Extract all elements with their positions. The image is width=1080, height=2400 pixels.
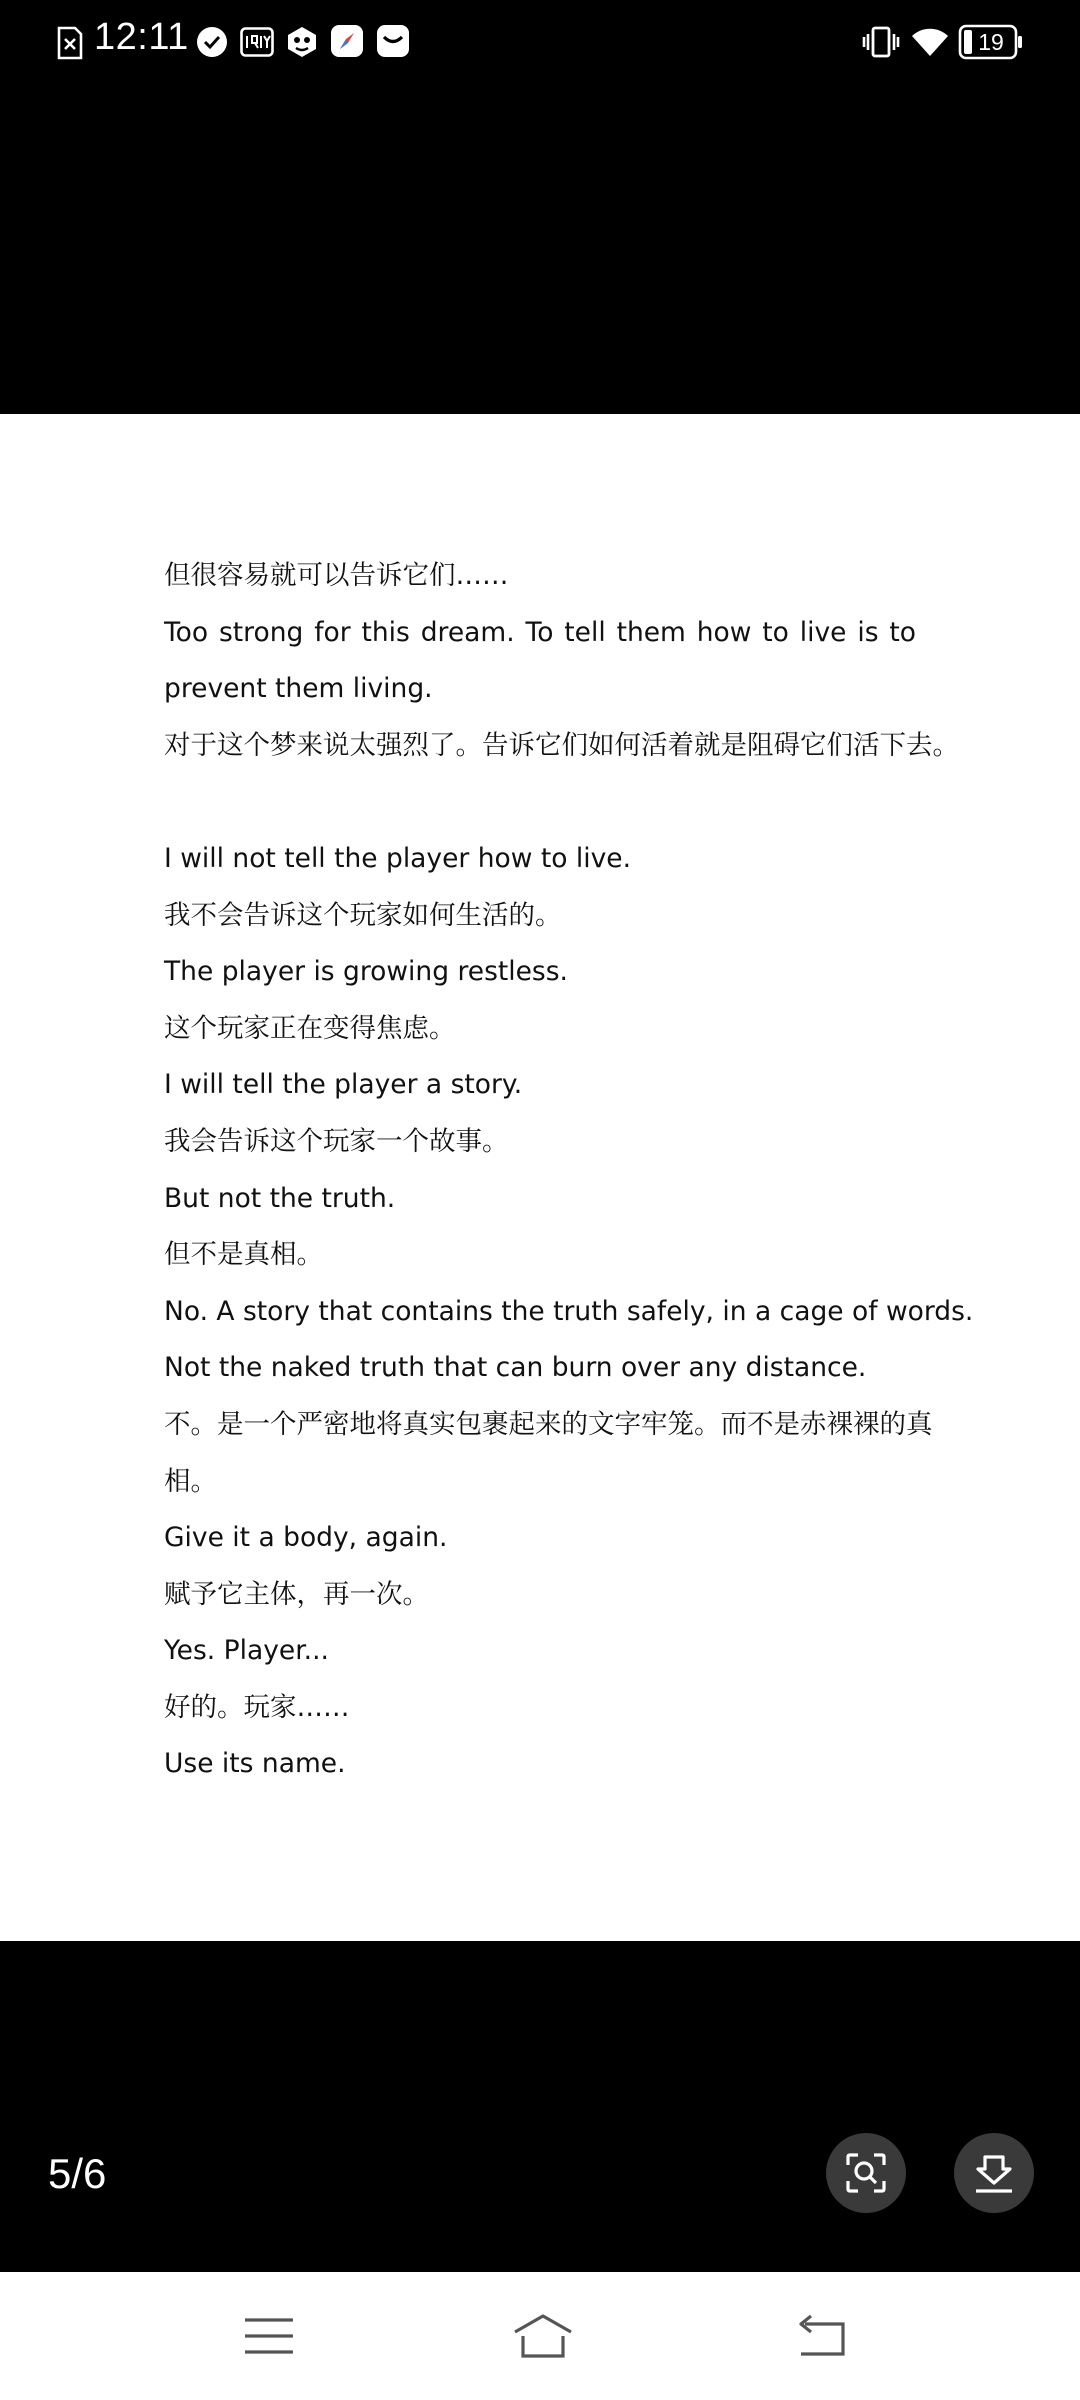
text-line: 我不会告诉这个玩家如何生活的。 bbox=[164, 899, 562, 931]
text-line: 赋予它主体，再一次。 bbox=[164, 1578, 429, 1610]
text-line: Not the naked truth that can burn over any distance. bbox=[164, 1352, 867, 1384]
back-icon bbox=[793, 2312, 849, 2360]
vibrate-icon bbox=[862, 25, 900, 63]
text-line: 我会告诉这个玩家一个故事。 bbox=[164, 1125, 509, 1157]
text-line: 但很容易就可以告诉它们…… bbox=[164, 560, 509, 591]
download-button[interactable] bbox=[954, 2133, 1034, 2213]
text-line: Too strong for this dream. To tell them how to live is to bbox=[164, 616, 916, 648]
text-line: Give it a body, again. bbox=[164, 1522, 448, 1554]
text-line: prevent them living. bbox=[164, 673, 433, 705]
text-line: 相。 bbox=[164, 1465, 217, 1497]
check-circle-icon bbox=[196, 26, 228, 62]
home-icon bbox=[511, 2312, 575, 2360]
text-line: No. A story that contains the truth safely, in a cage of words. bbox=[164, 1295, 974, 1327]
wifi-icon bbox=[910, 26, 950, 62]
page-counter: 5/6 bbox=[48, 2150, 107, 2197]
text-line: 这个玩家正在变得焦虑。 bbox=[164, 1012, 456, 1044]
nav-menu-button[interactable] bbox=[226, 2300, 316, 2372]
blank-line bbox=[164, 774, 916, 831]
image-search-button[interactable] bbox=[826, 2133, 906, 2213]
nav-back-button[interactable] bbox=[778, 2300, 868, 2372]
text-line: I will tell the player a story. bbox=[164, 1069, 523, 1101]
text-line: 但不是真相。 bbox=[164, 1239, 323, 1271]
text-line: 对于这个梦来说太强烈了。告诉它们如何活着就是阻碍它们活下去。 bbox=[164, 729, 959, 761]
download-icon bbox=[972, 2151, 1016, 2195]
sim-card-icon bbox=[56, 26, 84, 64]
moon-icon bbox=[472, 32, 486, 54]
text-line: 不。是一个严密地将真实包裹起来的文字牢笼。而不是赤裸裸的真 bbox=[164, 1408, 933, 1440]
text-line: Yes. Player... bbox=[164, 1635, 329, 1667]
compass-icon bbox=[330, 24, 364, 62]
document-text bbox=[164, 548, 974, 1793]
app-icon bbox=[286, 25, 318, 63]
iqiyi-icon bbox=[240, 27, 274, 61]
text-line: Use its name. bbox=[164, 1748, 346, 1780]
image-search-icon bbox=[844, 2151, 888, 2195]
text-line: 好的。玩家…… bbox=[164, 1691, 350, 1723]
text-line: The player is growing restless. bbox=[164, 956, 568, 988]
menu-icon bbox=[241, 2312, 297, 2360]
text-line: But not the truth. bbox=[164, 1182, 396, 1214]
nav-home-button[interactable] bbox=[496, 2300, 586, 2372]
text-line: I will not tell the player how to live. bbox=[164, 842, 631, 874]
status-time: 12:11 bbox=[94, 16, 189, 58]
message-icon bbox=[376, 24, 410, 62]
battery-level: 19 bbox=[978, 29, 1004, 55]
navigation-bar bbox=[0, 2272, 1080, 2400]
status-bar bbox=[0, 0, 1080, 84]
